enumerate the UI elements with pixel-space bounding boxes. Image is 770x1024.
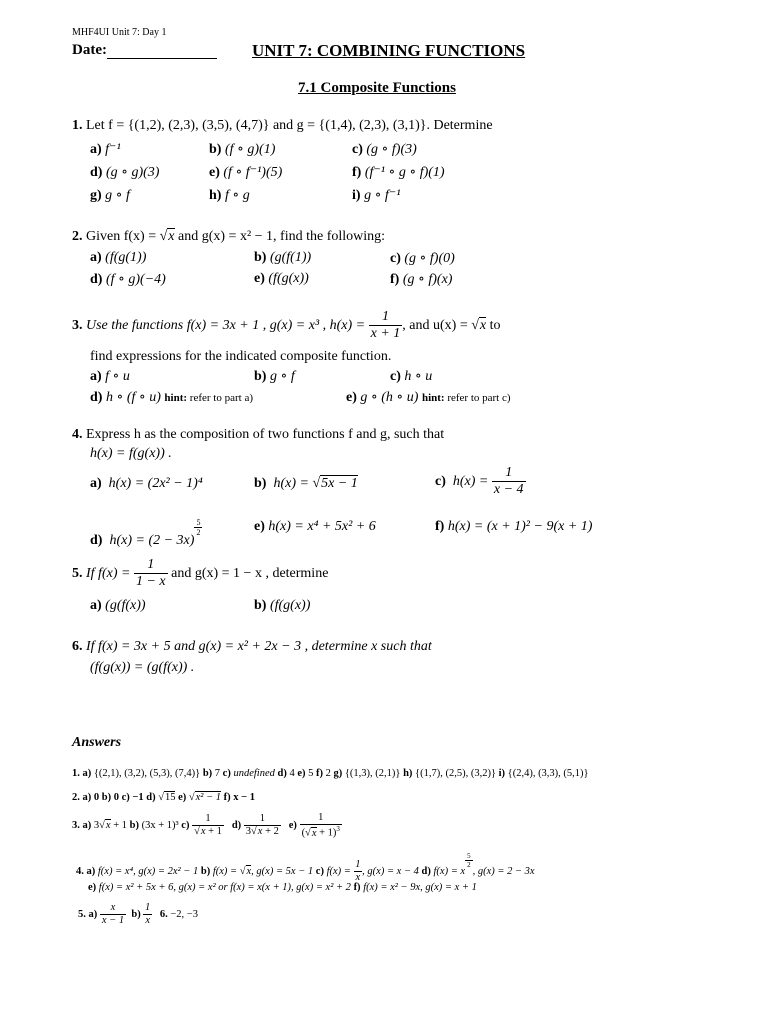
part-expr: (g(f(x)) [105, 598, 146, 613]
part-label: f) [316, 768, 323, 779]
part-label: e) [297, 768, 306, 779]
a3-d-fraction [244, 813, 281, 838]
answer-1 [72, 768, 589, 779]
part-label: d) [277, 768, 287, 779]
answer-text: 3 [93, 820, 100, 832]
a5-a-fraction [100, 902, 126, 927]
answer-text: {(2,4), (3,3), (5,1)} [507, 768, 589, 779]
part-label: c) [435, 473, 446, 489]
part-expr: (f(g(x)) [268, 271, 309, 286]
q1-part-a [90, 141, 121, 158]
q3-part-a [90, 368, 130, 385]
radicand: x [311, 827, 317, 839]
question-6-number: 6. [72, 639, 83, 654]
part-label: b) [254, 476, 267, 491]
answer-text: + 1 [316, 827, 333, 839]
part-label: e) [209, 165, 220, 180]
radicand: 15 [164, 792, 176, 803]
exponent-numerator: 5 [196, 518, 201, 527]
part-label: a) [82, 820, 92, 832]
part-expr: g ∘ f [269, 369, 295, 384]
answer-4: 4. a) f(x) = x⁴, g(x) = 2x² − 1 b) f(x) = √x, g(x) = 5x − 1 c) f(x) = $\frac{1}{x}$ , g(x) = x − 4 d) f(x) = x $\frac{5}{2}$ , g(x) = 2 − 3x [76, 852, 535, 884]
q1-part-c [352, 141, 417, 158]
question-4-line-2: h(x) = f(g(x)) . [90, 446, 172, 461]
q2-part-c [390, 250, 455, 267]
answer-text: + 2 [262, 826, 279, 838]
part-label: c) [222, 768, 231, 779]
question-5 [72, 557, 328, 590]
answer-text: f(x) = [210, 866, 240, 878]
answers-heading: Answers [72, 735, 122, 750]
part-expr: g ∘ f [105, 188, 130, 203]
date-blank-line [107, 44, 217, 59]
answer-text: + 1 [205, 826, 222, 838]
q5-part-b [254, 598, 310, 614]
q1-part-g [90, 187, 130, 204]
exponent-denominator: 2 [467, 861, 471, 870]
q5-part-a [90, 598, 146, 614]
part-label: b) [254, 369, 267, 384]
part-expr: f ∘ g [224, 188, 250, 203]
answer-2: 2. a) 0 b) 0 c) −1 d) √15 e) √x² − 1 f) x − 1 [72, 792, 256, 803]
fraction-numerator: 1 [259, 813, 265, 825]
question-6 [72, 639, 432, 655]
fraction-denominator: 3√x + 2 [245, 826, 279, 838]
part-label: c) [390, 251, 401, 266]
answer-number: 2. [72, 792, 80, 803]
part-label: b) [254, 250, 267, 265]
fraction-denominator: x [355, 872, 361, 884]
a4-d-exponent [465, 852, 473, 869]
part-label: d) [90, 533, 103, 549]
part-label: f) [352, 165, 362, 180]
fraction-denominator: 1 − x [135, 574, 166, 590]
part-label: d) [90, 165, 103, 180]
part-label: a) [90, 476, 102, 491]
part-label: a) [90, 369, 102, 384]
answer-text: f(x) = x² + 5x + 6, g(x) = x² [96, 882, 219, 893]
part-expr: (g ∘ f)(0) [404, 251, 455, 266]
q3-sqrt-x: x [479, 317, 487, 333]
hint-text: refer to part c) [444, 392, 511, 404]
answer-text: , g(x) = 5x − 1 [251, 866, 316, 878]
answer-number: 3. [72, 820, 80, 832]
part-label: h) [403, 768, 413, 779]
part-expr: (f ∘ g)(1) [224, 142, 276, 157]
part-label: a) [88, 908, 98, 920]
fraction-denominator: √x + 1 [194, 826, 222, 838]
q4-d-exponent [194, 518, 202, 537]
fraction-numerator: 1 [355, 859, 361, 871]
part-label: d) [90, 272, 103, 287]
q3-h-fraction [369, 309, 403, 342]
answer-5-6 [78, 902, 198, 927]
part-expr: h ∘ (f ∘ u) [105, 390, 161, 405]
hint-text: refer to part a) [187, 392, 253, 404]
fraction-denominator: x − 4 [493, 482, 524, 498]
part-label: c) [181, 820, 190, 832]
radicand: x [246, 866, 252, 878]
part-label: b) [202, 768, 213, 779]
a5-b-fraction [143, 902, 152, 927]
question-1 [72, 118, 493, 134]
a4-c-fraction [354, 859, 363, 884]
answer-text: 2 [325, 768, 331, 779]
question-2-text-c: and g(x) = x² − 1, find the following: [174, 229, 386, 244]
answer-text: 5 [308, 768, 314, 779]
part-expr: (g(f(1)) [269, 250, 312, 265]
q2-part-f [390, 271, 452, 288]
exponent: 3 [336, 825, 340, 834]
q2-sqrt-x: x [168, 229, 175, 244]
answer-text: (3x + 1)³ [141, 820, 179, 832]
part-expr: (f⁻¹ ∘ g ∘ f)(1) [364, 165, 445, 180]
page-title: UNIT 7: COMBINING FUNCTIONS [252, 41, 526, 60]
answer-text: a) 0 b) 0 c) −1 d) [82, 792, 159, 803]
part-label: a) [86, 866, 96, 878]
answer-text: f(x) = x⁴, g(x) = 2x² − 1 [95, 866, 201, 878]
fraction-numerator: 1 [205, 813, 211, 825]
answer-text: {(1,7), (2,5), (3,2)} [415, 768, 496, 779]
part-expr: f ∘ u [105, 369, 130, 384]
date-label-text: Date: [72, 42, 107, 58]
question-4-text: Express h as the composition of two functions f and g, such that [86, 427, 445, 442]
part-expr: (f(g(x)) [269, 598, 311, 613]
part-label: b) [129, 820, 139, 832]
part-label: i) [498, 768, 506, 779]
answer-number: 1. [72, 768, 80, 779]
hint-label: hint: [421, 392, 445, 404]
q4-part-a [90, 476, 203, 492]
question-2-text-a: Given f(x) = [86, 229, 160, 244]
answer-text: 4 [289, 768, 295, 779]
fraction-numerator: x [110, 902, 116, 913]
part-expr: h(x) = (2x² − 1)⁴ [108, 476, 203, 491]
question-5-text-a: If f(x) = [86, 565, 134, 581]
answer-4-continued [88, 882, 477, 893]
a3-c-fraction [192, 813, 224, 838]
radicand: x [200, 826, 206, 838]
part-label: d) [231, 820, 242, 832]
fraction-numerator: 1 [318, 812, 324, 823]
part-label: f) [435, 519, 445, 534]
section-title: 7.1 Composite Functions [298, 80, 456, 96]
part-label: a) [90, 142, 102, 157]
part-label: b) [131, 908, 141, 920]
answer-number: 4. [76, 866, 84, 878]
q2-part-e [254, 271, 309, 287]
part-expr: (g ∘ g)(3) [105, 165, 160, 180]
question-3-text-a: Use the functions f(x) = 3x + 1 , g(x) = x³ , h(x) = [86, 317, 369, 333]
course-code: MHF4UI Unit 7: Day 1 [72, 27, 167, 38]
part-expr: f⁻¹ [105, 142, 121, 157]
radicand: x² − 1 [195, 792, 222, 803]
answer-text: {(1,3), (2,1)} [344, 768, 401, 779]
question-3-text-b: , and u(x) = [402, 317, 472, 333]
part-label: i) [352, 188, 361, 203]
part-label: c) [352, 142, 363, 157]
date-label [72, 42, 217, 59]
question-3: 3. Use the functions f(x) = 3x + 1 , g(x) = x³ , h(x) = $\frac{1}{x + 1}$ , and u(x) = √x to [72, 309, 501, 342]
hint-label: hint: [164, 392, 188, 404]
fraction-denominator: x − 1 [101, 915, 125, 927]
radicand: x [105, 820, 111, 832]
question-3-number: 3. [72, 317, 83, 333]
part-label: e) [88, 882, 97, 893]
answer-3: 3. a) 3√x + 1 b) (3x + 1)³ c) $\frac{1}{√x + 1}$ d) $\frac{1}{3√x + 2}$ e) $\frac{1}{(√x + 1)^3}$ [72, 812, 340, 839]
part-label: d) [90, 390, 103, 405]
q1-part-i [352, 187, 400, 204]
fraction-numerator: 1 [505, 465, 513, 480]
q4-part-c [435, 465, 526, 498]
question-1-text: Let f = {(1,2), (2,3), (3,5), (4,7)} and g = {(1,4), (2,3), (3,1)}. Determine [86, 118, 493, 133]
q4-part-b: b) h(x) = √5x − 1 [254, 476, 358, 491]
part-label: e) [346, 390, 357, 405]
question-6-line-2: (f(g(x)) = (g(f(x)) . [90, 660, 195, 675]
q2-part-a [90, 250, 146, 266]
question-6-text: If f(x) = 3x + 5 and g(x) = x² + 2x − 3 , determine x such that [86, 639, 432, 654]
answer-text: 3 [245, 826, 252, 838]
answer-text: , g(x) = 2 − 3x [472, 866, 535, 878]
answer-text: f(x) = x(x + 1), g(x) = x² + 2 [227, 882, 354, 893]
fraction-numerator: 1 [145, 902, 151, 913]
part-label: b) [200, 866, 211, 878]
answer-text: −2, −3 [170, 908, 198, 920]
part-expr: (g ∘ f)(x) [402, 272, 453, 287]
answer-text: + 1 [110, 820, 127, 832]
part-label: f) [353, 882, 361, 893]
q1-part-b [209, 141, 275, 158]
part-label: b) [254, 598, 267, 613]
part-label: b) [209, 142, 222, 157]
q1-part-d [90, 164, 159, 181]
part-expr: h ∘ u [404, 369, 433, 384]
part-label: c) [315, 866, 324, 878]
question-5-text-b: and g(x) = 1 − x , determine [167, 565, 329, 581]
q3-part-d [90, 389, 253, 406]
answer-text: or [218, 882, 228, 893]
part-expr: h(x) = (2 − 3x) [109, 533, 195, 549]
part-expr: g ∘ (h ∘ u) [360, 390, 419, 405]
question-3-line-2: find expressions for the indicated composite function. [90, 349, 392, 364]
q4-c-fraction [492, 465, 526, 498]
part-label: c) [390, 369, 401, 384]
answer-text: , g(x) = x − 4 [362, 866, 422, 878]
answer-text: undefined [233, 768, 275, 779]
answer-text: f(x) = x² − 9x, g(x) = x + 1 [360, 882, 477, 893]
part-label: e) [288, 820, 297, 832]
part-expr: (f ∘ f⁻¹)(5) [223, 165, 283, 180]
part-label: f) [390, 272, 400, 287]
a3-e-fraction [300, 812, 342, 840]
part-expr: g ∘ f⁻¹ [364, 188, 401, 203]
fraction-denominator: $(√x + 1)^3$ [301, 825, 340, 839]
part-label: d) [421, 866, 431, 878]
q3-part-c [390, 368, 432, 385]
answer-number: 6. [159, 908, 168, 920]
fraction-denominator: x [145, 915, 151, 927]
part-expr: h(x) = (x + 1)² − 9(x + 1) [447, 519, 593, 534]
part-expr: (f(g(1)) [105, 250, 147, 265]
exponent-denominator: 2 [196, 528, 201, 538]
part-label: e) [175, 792, 189, 803]
part-expr: h(x) = [273, 476, 313, 491]
q2-part-b [254, 250, 311, 266]
radicand: 5x − 1 [321, 476, 358, 491]
answer-text: f(x) = x [430, 866, 466, 878]
q2-part-d [90, 271, 166, 288]
fraction-numerator: 1 [381, 309, 389, 324]
part-label: e) [254, 271, 265, 286]
fraction-numerator: 1 [147, 557, 155, 572]
part-expr: (f ∘ g)(−4) [105, 272, 166, 287]
q4-part-f [435, 519, 592, 535]
question-2-number: 2. [72, 229, 83, 244]
q5-f-fraction [134, 557, 168, 590]
radicand: x [257, 826, 263, 838]
question-4-number: 4. [72, 427, 83, 442]
part-label: a) [82, 768, 92, 779]
part-expr: h(x) = x⁴ + 5x² + 6 [268, 519, 376, 534]
q1-part-f [352, 164, 445, 181]
exponent-numerator: 5 [467, 852, 471, 860]
q3-part-b [254, 368, 295, 385]
q3-part-e [346, 389, 511, 406]
answer-text: {(2,1), (3,2), (5,3), (7,4)} [93, 768, 201, 779]
part-label: g) [90, 188, 102, 203]
q4-part-d [90, 518, 202, 549]
answer-number: 5. [78, 908, 86, 920]
part-label: a) [90, 250, 102, 265]
question-1-number: 1. [72, 118, 83, 133]
part-label: e) [254, 519, 265, 534]
q1-part-e [209, 164, 282, 181]
fraction-denominator: x + 1 [370, 326, 401, 342]
part-label: a) [90, 598, 102, 613]
answer-text: f) x − 1 [221, 792, 256, 803]
answer-text: 7 [214, 768, 221, 779]
q1-part-h [209, 187, 250, 204]
question-4 [72, 427, 444, 443]
part-label: h) [209, 188, 222, 203]
question-3-text-d: to [486, 317, 501, 333]
q4-part-e [254, 519, 376, 535]
answer-text: f(x) = [323, 866, 354, 878]
part-expr: h(x) = [452, 473, 492, 489]
question-5-number: 5. [72, 565, 83, 581]
question-2: 2. Given f(x) = √x and g(x) = x² − 1, find the following: [72, 229, 386, 244]
part-expr: (g ∘ f)(3) [366, 142, 417, 157]
part-label: g) [333, 768, 343, 779]
